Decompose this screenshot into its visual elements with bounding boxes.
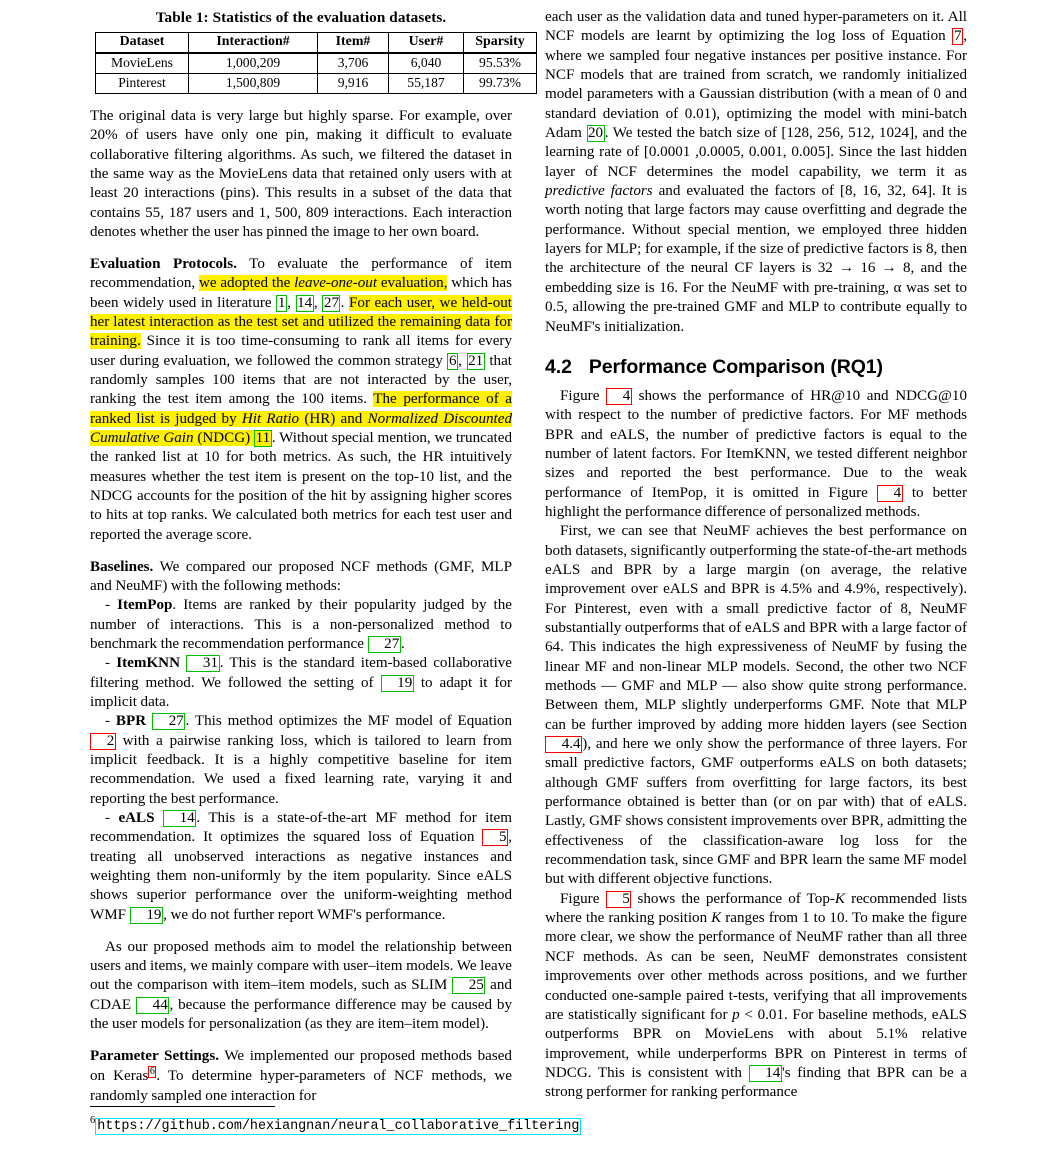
text-run: Figure	[560, 387, 607, 404]
baseline-item-itempop	[90, 596, 512, 654]
text-run: .	[340, 294, 349, 311]
text-run: ranges from 1 to 10. To make the figure more clear, we show the performance of NeuMF rather than all three NCF methods. As can be seen, NeuMF demonstrates consistent improvements over other methods across positions, and we further conducted one-sample paired t-tests, verifying that all improvements are statistically significant for	[545, 910, 967, 1023]
emphasis-leave-one-out: leave-one-out	[294, 275, 378, 292]
text-run: evaluation,	[377, 275, 448, 292]
text-run: to better highlight the performance difference of personalized methods.	[545, 484, 967, 520]
paragraph-training-setup	[545, 8, 967, 337]
text-run: that randomly samples 100 items that are not interacted by the user, ranking the test item among the 100 items.	[90, 352, 512, 408]
section-heading-4-2	[545, 355, 967, 379]
cell-dataset: MovieLens	[96, 53, 189, 74]
footnote-text	[90, 1111, 580, 1135]
text-run: . This is a state-of-the-art MF method for item recommendation. It optimizes the squared loss of Equation	[90, 810, 512, 846]
table1-statistics	[95, 32, 537, 94]
text-run: -	[105, 597, 118, 614]
text-run: -	[105, 655, 117, 672]
citation-link-6[interactable]: 6	[448, 352, 457, 369]
text-run: to adapt it for implicit data.	[90, 674, 512, 710]
math-symbol-k: K	[711, 910, 722, 927]
citation-link-11[interactable]: 11	[255, 430, 271, 446]
heading-evaluation-protocols: Evaluation Protocols.	[90, 255, 237, 272]
table1-block	[90, 8, 525, 94]
citation-link-14[interactable]: 14	[163, 810, 196, 827]
text-run: -	[105, 810, 119, 827]
citation-link-19[interactable]: 19	[130, 907, 163, 924]
cell-user: 55,187	[389, 74, 464, 94]
col-header-user: User#	[389, 33, 464, 54]
text-run: each user as the validation data and tuned hyper-parameters on it. All NCF models are learnt by optimizing the log loss of Equation	[545, 9, 967, 45]
cell-item: 9,916	[318, 74, 389, 94]
section-number: 4.2	[545, 355, 572, 378]
left-column	[90, 8, 525, 1106]
text-run: Since it is too time-consuming to rank all items for every user during evaluation, we followed the common strategy	[90, 333, 512, 369]
text-run: which has been widely used in literature	[90, 275, 512, 311]
right-column	[545, 8, 967, 1103]
citation-link-27[interactable]: 27	[323, 294, 339, 311]
text-run: , we do not further report WMF's performance.	[163, 906, 446, 923]
text-run: with a pairwise ranking loss, which is tailored to learn from implicit feedback. It is a highly competitive baseline for item recommendation. We used a fixed learning rate, varying it and reporting the best performance.	[90, 732, 512, 807]
equation-link-7[interactable]: 7	[953, 28, 962, 45]
paragraph-figure5	[545, 890, 967, 1103]
text-run: 's finding that BPR can be a strong performer for ranking performance	[545, 1064, 967, 1101]
emphasis-predictive-factors: predictive factors	[545, 183, 653, 200]
citation-link-44[interactable]: 44	[136, 997, 169, 1014]
table-row	[96, 74, 537, 94]
highlight-holdout-protocol: For each user, we held-out her latest interaction as the test set and utilized the remaining data for training.	[90, 294, 512, 350]
text-run: , because the performance difference may be caused by the user models for personalization (as they are item–item model).	[90, 996, 512, 1032]
cell-item: 3,706	[318, 53, 389, 74]
citation-link-19[interactable]: 19	[381, 675, 414, 692]
text-run: ), and here we only show the performance of three layers. For small predictive factors, GMF outperforms eALS on both datasets; although GMF suffers from overfitting for large factors, its best performance obtained is better than (or on par with) that of eALS. Lastly, GMF shows consistent improvements over BPR, admitting the effectiveness of the classification-aware log loss for the recommendation task, since GMF and BPR learn the same MF model but with different objective functions.	[545, 736, 967, 888]
text-run: < 0.01. For baseline methods, eALS outperforms BPR on MovieLens with about 5.1% relative improvement, while underperforms BPR on Pinterest in terms of NDCG. This is consistent with	[545, 1006, 967, 1081]
text-run: . To determine hyper-parameters of NCF methods, we randomly sampled one interaction for	[90, 1068, 512, 1104]
paragraph-evaluation-protocols: Evaluation Protocols. To evaluate the performance of item recommendation, we adopted the leave-one-out evaluation, which has been widely used in literature 1 , 14 , 27 . For each user, we held-out her latest interaction as the test set and utilized the remaining data for training. Since it is too time-consuming to rank all items for every user during evaluation, we followed the common strategy 6 , 21 that randomly samples 100 items that are not interacted by the user, ranking the test item among the 100 items. The performance of a ranked list is judged by Hit Ratio (HR) and Normalized Discounted Cumulative Gain (NDCG) 11 . Without special mention, we truncated the ranked list at 10 for both metrics. As such, the HR intuitively measures whether the test item is present on the top-10 list, and the NDCG accounts for the position of the hit by assigning higher scores to hits at top ranks. We calculated both metrics for each test user and reported the average score.	[90, 255, 512, 543]
baseline-item-bpr	[90, 712, 512, 809]
text-run: We compared our proposed NCF methods (GMF, MLP and NeuMF) with the following methods:	[90, 558, 512, 594]
text-run: . Items are ranked by their popularity judged by the number of interactions. This is a non-personalized method to benchmark the recommendation performance	[90, 597, 512, 652]
emphasis-hit-ratio: Hit Ratio	[241, 410, 300, 427]
baseline-name-itemknn: ItemKNN	[116, 655, 180, 672]
paragraph-figure4	[545, 387, 967, 522]
equation-link-2[interactable]: 2	[90, 733, 116, 750]
text-run: we adopted the	[198, 275, 295, 292]
text-run: (HR) and	[299, 410, 368, 427]
citation-link-20[interactable]: 20	[588, 125, 604, 142]
table1-caption: Table 1: Statistics of the evaluation datasets.	[155, 9, 447, 26]
text-run: , treating all unobserved interactions as negative instances and weighting them non-uniformly by the item popularity. Since eALS shows superior performance over the uniform-weighting method WMF	[90, 829, 512, 923]
text-run: shows the performance of Top-	[631, 890, 835, 907]
citation-link-14[interactable]: 14	[297, 294, 313, 311]
emphasis-ndcg: Normalized Discounted Cumulative Gain	[90, 410, 512, 446]
paragraph-baselines	[90, 558, 512, 597]
col-header-dataset: Dataset	[96, 33, 189, 54]
heading-baselines: Baselines.	[90, 558, 154, 575]
paragraph-item-item-models	[90, 938, 512, 1035]
baseline-item-itemknn	[90, 654, 512, 712]
text-run: (NDCG)	[193, 430, 254, 446]
col-header-item: Item#	[318, 33, 389, 54]
text-run: . This is the standard item-based collaborative filtering method. We followed the setting of	[90, 655, 513, 691]
cell-dataset: Pinterest	[96, 74, 189, 94]
text-run: As our proposed methods aim to model the relationship between users and items, we mainly compare with user–item models. We leave out the comparison with item–item models, such as SLIM	[90, 938, 512, 994]
figure-link-4[interactable]: 4	[606, 388, 632, 405]
col-header-interaction: Interaction#	[189, 33, 318, 54]
cell-interaction: 1,000,209	[189, 53, 318, 74]
text-run: and evaluated the factors of [8, 16, 32, 64]. It is worth noting that large factors may cause overfitting and degrade the performance. Without special mention, we employed three hidden layers for MLP; for example, if the size of predictive factors is 8, then the architecture of the neural CF layers is 32 → 16 → 8, and the embedding size is 16. For the NeuMF with pre-training, α was set to 0.5, allowing the pre-trained GMF and MLP to contribute equally to NeuMF's initialization.	[545, 183, 967, 335]
text-run: Figure	[560, 890, 606, 907]
figure-link-5[interactable]: 5	[606, 891, 632, 908]
citation-link-21[interactable]: 21	[468, 352, 484, 369]
equation-link-5[interactable]: 5	[482, 829, 508, 846]
citation-link-14[interactable]: 14	[749, 1065, 782, 1082]
text-run: . We tested the batch size of [128, 256, 512, 1024], and the learning rate of [0.0001 ,0.0005, 0.001, 0.005]. Since the last hidden layer of NCF determines the model capability, we term it as	[545, 125, 967, 180]
footnote-block	[90, 1106, 580, 1135]
paragraph-first-findings	[545, 522, 967, 890]
cell-user: 6,040	[389, 53, 464, 74]
cell-sparsity: 99.73%	[464, 74, 537, 94]
footnote-marker-6[interactable]: 6	[149, 1066, 155, 1078]
text-run: and CDAE	[90, 977, 512, 1013]
citation-link-25[interactable]: 25	[452, 977, 485, 994]
table-row	[96, 53, 537, 74]
text-run: , where we sampled four negative instances per positive instance. For NCF models that are trained from scratch, we randomly initialized model parameters with a Gaussian distribution (with a mean of 0 and standard deviation of 0.01), optimizing the model with mini-batch Adam	[545, 28, 967, 142]
citation-link-1[interactable]: 1	[277, 294, 286, 311]
text-run: .	[400, 635, 405, 652]
text-run: . This method optimizes the MF model of Equation	[185, 713, 512, 730]
baseline-item-eals	[90, 809, 512, 925]
text-run: First, we can see that NeuMF achieves the best performance on both datasets, significantly outperforming the state-of-the-art methods eALS and BPR by a large margin (on average, the relative improvement over eALS and BPR is 4.5% and 4.9%, respectively). For Pinterest, even with a small predictive factor of 8, NeuMF substantially outperforms that of eALS and BPR with a large factor of 64. This indicates the high expressiveness of NeuMF by fusing the linear MF and non-linear MLP models. Second, the other two NCF methods — GMF and MLP — also show quite strong performance. Between them, MLP slightly underperforms GMF. Note that MLP can be further improved by adding more hidden layers (see Section	[545, 523, 967, 733]
paragraph-parameter-settings	[90, 1047, 512, 1106]
text-run: . Without special mention, we truncated the ranked list at 10 for both metrics. As such, the HR intuitively measures whether the test item is present on the top-10 list, and the NDCG accounts for the position of the hit by assigning higher scores to hits at top ranks. We calculated both metrics for each test user and reported the average score.	[90, 430, 512, 543]
baseline-name-bpr: BPR	[115, 713, 147, 730]
table-header-row	[96, 33, 537, 54]
citation-link-27[interactable]: 27	[368, 636, 401, 653]
text-run: -	[105, 713, 116, 730]
heading-parameter-settings: Parameter Settings.	[90, 1047, 219, 1064]
figure-link-4[interactable]: 4	[877, 485, 903, 502]
section-link-4-4[interactable]: 4.4	[545, 736, 582, 753]
text-run: shows the performance of HR@10 and NDCG@10 with respect to the number of predictive factors. For MF methods BPR and eALS, the number of predictive factors is equal to the number of latent factors. For ItemKNN, we tested different neighbor sizes and reported the best performance. Due to the weak performance of ItemPop, it is omitted in Figure	[545, 387, 968, 501]
math-symbol-p: p	[732, 1006, 740, 1023]
highlight-leave-one-out	[199, 275, 448, 291]
footnote-number: 6	[90, 1115, 96, 1126]
text-run: recommended lists where the ranking position	[545, 890, 967, 927]
text-run: The performance of a ranked list is judged by	[90, 391, 512, 427]
col-header-sparsity: Sparsity	[464, 33, 537, 54]
cell-interaction: 1,500,809	[189, 74, 318, 94]
citation-link-27[interactable]: 27	[152, 713, 185, 730]
baseline-name-itempop: ItemPop	[117, 597, 173, 614]
baseline-name-eals: eALS	[118, 810, 155, 827]
cell-sparsity: 95.53%	[464, 53, 537, 74]
text-run: To evaluate the performance of item recommendation,	[90, 255, 512, 292]
section-title: Performance Comparison (RQ1)	[588, 355, 883, 378]
footnote-url-link[interactable]: https://github.com/hexiangnan/neural_collaborative_filtering	[97, 1118, 580, 1134]
text-run: We implemented our proposed methods based on Keras	[90, 1047, 512, 1085]
footnote-rule	[90, 1106, 275, 1107]
paragraph-dataset-description: The original data is very large but highly sparse. For example, over 20% of users have only one pin, making it difficult to evaluate collaborative filtering algorithms. As such, we filtered the dataset in the same way as the MovieLens data that retained only users with at least 20 interactions (pins). This results in a subset of the data that contains 55, 187 users and 1, 500, 809 interactions. Each interaction denotes whether the user has pinned the image to her own board.	[90, 108, 512, 241]
citation-link-31[interactable]: 31	[186, 655, 219, 672]
math-symbol-k: K	[834, 890, 845, 907]
